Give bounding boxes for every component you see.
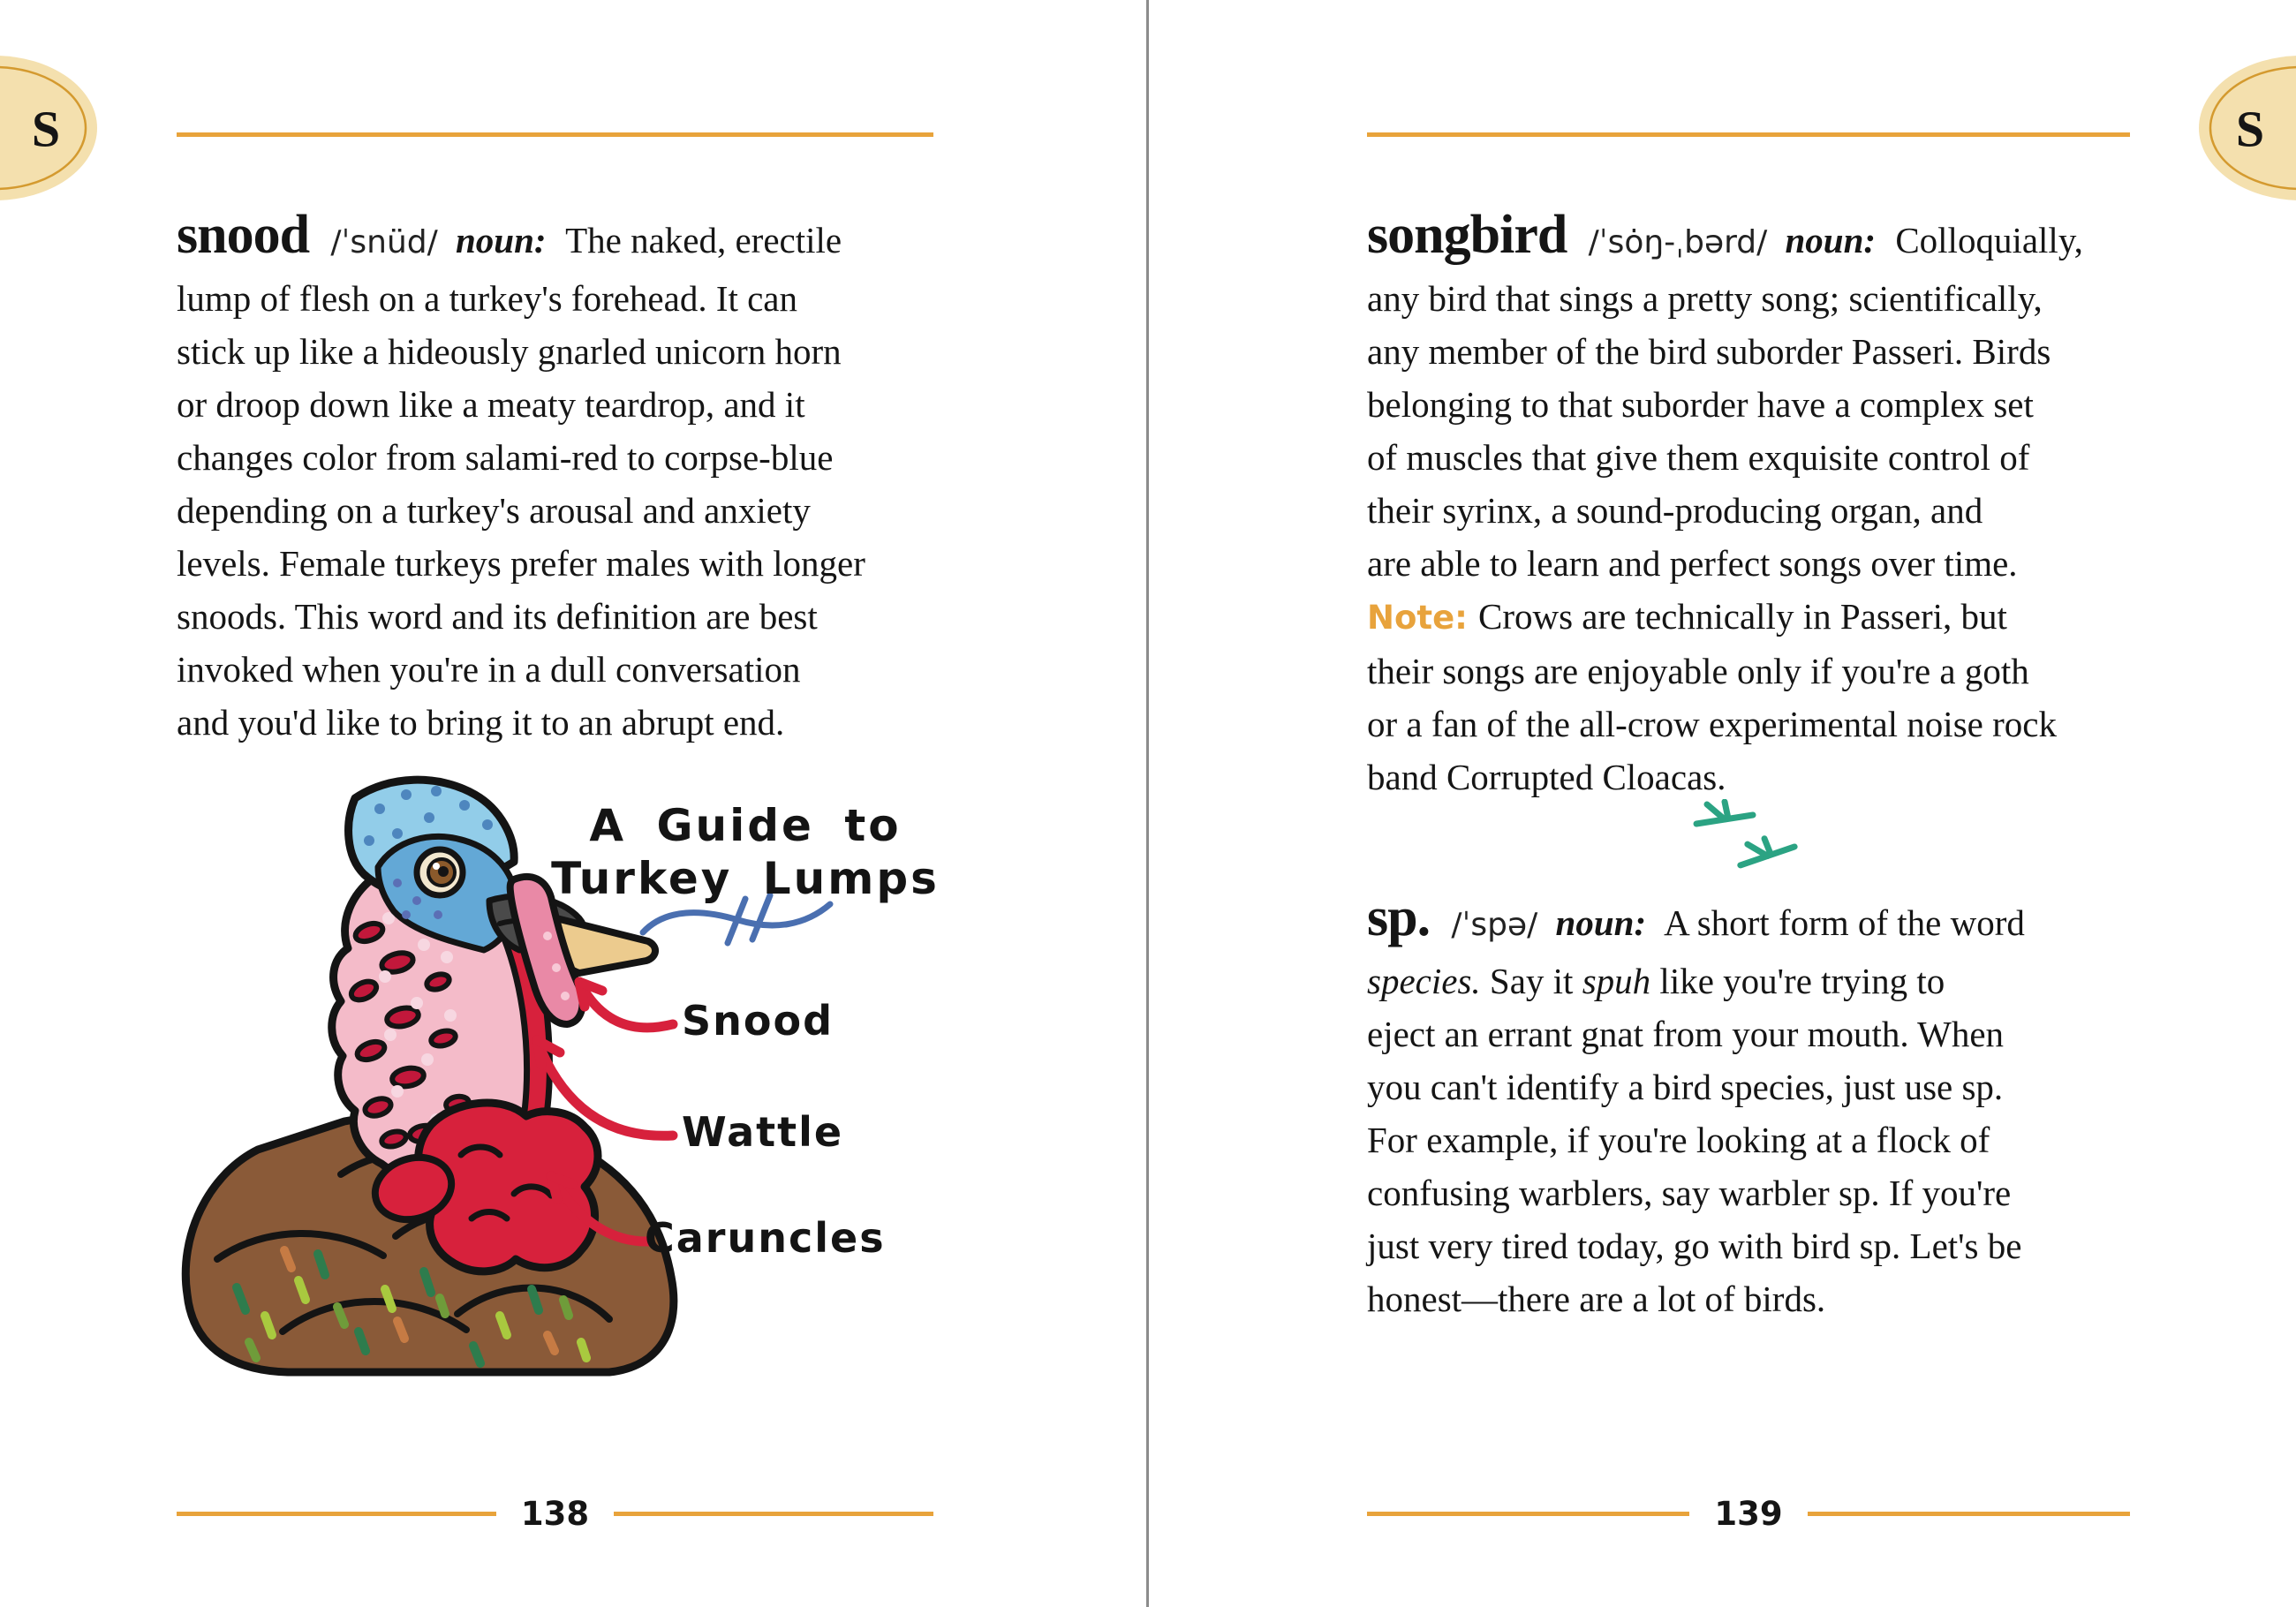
label-wattle: Wattle [682, 1108, 844, 1156]
italic-term: spuh [1582, 961, 1651, 1001]
definition-line: lump of flesh on a turkey's forehead. It can [177, 278, 798, 319]
note-label: Note: [1367, 599, 1468, 637]
definition-line: band Corrupted Cloacas. [1367, 757, 1726, 797]
definition-line: For example, if you're looking at a flock of [1367, 1120, 1990, 1160]
headword: songbird [1367, 205, 1567, 265]
definition-line: eject an errant gnat from your mouth. When [1367, 1014, 2005, 1054]
page-number: 138 [520, 1495, 590, 1533]
italic-term: species. [1367, 961, 1481, 1001]
page-number: 139 [1714, 1495, 1783, 1533]
turkey-illustration [132, 759, 980, 1377]
definition-line: or droop down like a meaty teardrop, and it [177, 384, 805, 425]
definition-line: depending on a turkey's arousal and anxiety [177, 490, 811, 531]
definition-text: Crows are technically in Passeri, but [1477, 596, 2007, 637]
footprint-1 [1696, 802, 1753, 824]
entry-songbird [1367, 206, 2130, 804]
entry-snood [177, 206, 940, 749]
right-page-footer [1367, 1495, 2130, 1533]
phonetic: /ˈsnüd/ [330, 224, 438, 260]
illustration-title-line1: A Guide to [589, 800, 902, 851]
left-page-top-rule [177, 132, 933, 137]
definition-line: changes color from salami-red to corpse-blue [177, 437, 834, 478]
entry-sp [1367, 888, 2130, 1325]
right-page-top-rule [1367, 132, 2130, 137]
section-tab-left [0, 22, 106, 234]
definition-line: levels. Female turkeys prefer males with longer [177, 543, 865, 584]
definition-text: A short form of the word [1664, 902, 2025, 943]
label-snood: Snood [682, 997, 835, 1045]
headword: sp. [1367, 887, 1431, 947]
definition-line: honest—there are a lot of birds. [1367, 1279, 1826, 1319]
phonetic: /ˈspə/ [1451, 907, 1538, 943]
definition-line: any bird that sings a pretty song; scientifically, [1367, 278, 2043, 319]
definition-line: snoods. This word and its definition are best [177, 596, 818, 637]
definition-line: their syrinx, a sound-producing organ, and [1367, 490, 1983, 531]
definition-line: you can't identify a bird species, just use sp. [1367, 1067, 2004, 1107]
definition-line: invoked when you're in a dull conversation [177, 649, 801, 690]
label-caruncles: Caruncles [645, 1214, 886, 1262]
snood-arrow-icon [579, 982, 673, 1028]
part-of-speech: noun: [1555, 902, 1647, 943]
left-page-footer [177, 1495, 933, 1533]
phonetic: /ˈsȯŋ-ˌbərd/ [1588, 224, 1768, 260]
definition-line: species. Say it spuh like you're trying to [1367, 961, 1945, 1001]
definition-line: confusing warblers, say warbler sp. If you're [1367, 1173, 2012, 1213]
definition-text: The naked, erectile [565, 220, 842, 260]
definition-line: of muscles that give them exquisite control of [1367, 437, 2030, 478]
section-tab-right [2190, 22, 2296, 234]
footer-rule [1367, 1512, 1689, 1516]
note-line [1367, 590, 2130, 645]
definition-text: Colloquially, [1895, 220, 2083, 260]
definition-line: belonging to that suborder have a complex set [1367, 384, 2034, 425]
entry-heading [1367, 888, 2130, 954]
definition-line: any member of the bird suborder Passeri. Birds [1367, 331, 2051, 372]
definition-line: stick up like a hideously gnarled unicorn horn [177, 331, 842, 372]
part-of-speech: noun: [1785, 220, 1877, 260]
tab-letter: S [31, 100, 61, 158]
tab-letter: S [2235, 100, 2265, 158]
footprint-2 [1736, 834, 1795, 865]
footer-rule [1808, 1512, 2130, 1516]
definition-line: just very tired today, go with bird sp. Let's be [1367, 1226, 2022, 1266]
page-gutter-divider [1146, 0, 1149, 1607]
definition-line: are able to learn and perfect songs over time. [1367, 543, 2018, 584]
footer-rule [177, 1512, 496, 1516]
definition-line: their songs are enjoyable only if you're a goth [1367, 651, 2029, 691]
illustration-title-line2: Turkey Lumps [551, 853, 940, 904]
bird-footprints-icon [1691, 799, 1806, 879]
entry-heading [177, 206, 940, 272]
definition-line: or a fan of the all-crow experimental noise rock [1367, 704, 2057, 744]
footer-rule [614, 1512, 933, 1516]
entry-heading [1367, 206, 2130, 272]
headword: snood [177, 205, 310, 265]
part-of-speech: noun: [456, 220, 547, 260]
definition-line: and you'd like to bring it to an abrupt end. [177, 702, 785, 743]
